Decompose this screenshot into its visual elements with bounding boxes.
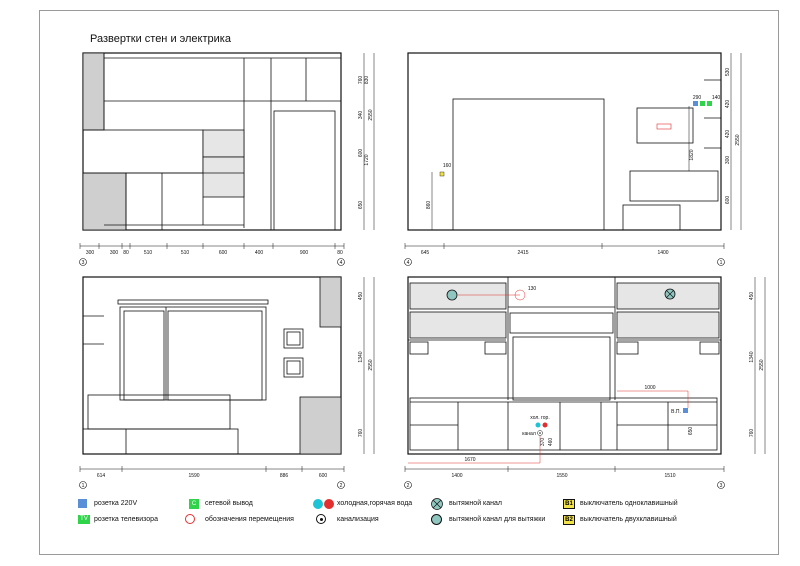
exhaust-hood-duct <box>447 290 457 300</box>
dim-label: 760 <box>749 428 755 438</box>
gray-panel <box>83 173 126 230</box>
axis-marker-label: 3 <box>81 260 85 266</box>
middle-cabinet <box>410 312 506 338</box>
axis-marker-label: 1 <box>719 260 723 266</box>
socket-220v <box>683 408 688 413</box>
dim-label: 340 <box>358 110 364 120</box>
relocation-icon <box>185 514 195 524</box>
dim-label: 140 <box>711 95 721 101</box>
dim-label: 600 <box>358 148 364 158</box>
dim-label: 420 <box>725 129 731 139</box>
legend-label: холодная,горячая вода <box>337 500 413 507</box>
dim-label: 614 <box>96 473 106 479</box>
dim-label: 886 <box>279 473 289 479</box>
sewage-label: канал <box>522 431 536 437</box>
window <box>120 307 266 400</box>
water-label: хол. гор. <box>530 415 550 421</box>
axis-marker-label: 3 <box>719 483 723 489</box>
dim-label: 1720 <box>364 154 370 166</box>
window-sash <box>124 311 164 400</box>
middle-cabinet <box>617 312 719 338</box>
dim-label: 760 <box>358 428 364 438</box>
niche <box>410 342 428 354</box>
dim-label: 290 <box>692 95 702 101</box>
dim-label: 600 <box>725 195 731 205</box>
axis-marker-label: 4 <box>406 260 410 266</box>
dim-label: 645 <box>420 250 430 256</box>
elevation-view-4 <box>405 277 766 489</box>
socket-220v-icon <box>78 499 87 508</box>
legend-label: выключатель одноклавишный <box>580 500 678 507</box>
hot-water-icon <box>324 499 334 509</box>
sewage-dot <box>320 518 323 521</box>
bed-headboard <box>453 99 604 230</box>
window-sash <box>168 311 262 400</box>
light-panel <box>203 157 244 197</box>
cold-water-icon <box>313 499 323 509</box>
gray-panel <box>300 397 341 454</box>
dim-label: 420 <box>725 99 731 109</box>
dim-label: 1340 <box>358 351 364 363</box>
dim-total: 2550 <box>368 359 374 371</box>
dim-label: 160 <box>442 163 452 169</box>
dim-label: 400 <box>254 250 264 256</box>
counter-block <box>83 130 203 173</box>
dim-label: 650 <box>688 426 694 436</box>
dim-total: 2550 <box>368 109 374 121</box>
dim-label: 2415 <box>517 250 529 256</box>
socket-tv <box>700 101 705 106</box>
sofa-base <box>623 205 680 230</box>
dim-label: 860 <box>426 200 432 210</box>
hood-duct-icon <box>431 514 442 525</box>
dim-label: 510 <box>180 250 190 256</box>
shelf <box>510 313 613 333</box>
dim-label: 450 <box>358 291 364 301</box>
switch-double-icon: B2 <box>563 515 575 525</box>
dim-total: 2550 <box>759 359 765 371</box>
sofa <box>630 171 718 201</box>
dim-label: 600 <box>318 473 328 479</box>
dim-label: 460 <box>548 437 554 447</box>
axis-marker-label: 2 <box>339 483 343 489</box>
exhaust-duct-icon <box>430 497 444 511</box>
switch-single-icon: B1 <box>563 499 575 509</box>
legend-label: вытяжной канал <box>449 500 502 507</box>
elevation-view-3 <box>80 277 375 489</box>
hot-water <box>543 423 548 428</box>
dim-label: 830 <box>364 75 370 85</box>
dim-label: 1000 <box>644 385 656 391</box>
curtain-rail <box>118 300 268 304</box>
legend-label: розетка телевизора <box>94 516 158 523</box>
socket-220v <box>693 101 698 106</box>
dim-label: 1510 <box>664 473 676 479</box>
dim-label: 1590 <box>188 473 200 479</box>
axis-marker-label: 1 <box>81 483 85 489</box>
dim-label: 130 <box>527 286 537 292</box>
niche <box>617 342 638 354</box>
dim-label: 650 <box>358 200 364 210</box>
socket-tv-icon: TV <box>78 515 90 524</box>
dim-label: 530 <box>725 67 731 77</box>
wall-outline <box>408 53 721 230</box>
niche <box>485 342 506 354</box>
legend-label: обозначения перемещения <box>205 516 294 523</box>
dim-label: 300 <box>85 250 95 256</box>
upper-cabinet <box>410 283 506 309</box>
page-title: Развертки стен и электрика <box>90 33 231 45</box>
legend-label: выключатель двухклавишный <box>580 516 677 523</box>
dim-label: 80 <box>123 250 129 256</box>
base-cabinets <box>410 398 717 450</box>
dim-label: 1340 <box>749 351 755 363</box>
dim-label: 80 <box>337 250 343 256</box>
dim-label: 900 <box>299 250 309 256</box>
legend-label: сетевой вывод <box>205 500 253 507</box>
dim-total: 2550 <box>735 134 741 146</box>
dim-label: 1820 <box>689 149 695 161</box>
dim-label: 450 <box>749 291 755 301</box>
axis-marker-label: 2 <box>406 483 410 489</box>
dim-label: 760 <box>358 75 364 85</box>
dim-label: 510 <box>143 250 153 256</box>
socket-label: В.П. <box>671 409 681 415</box>
legend-label: вытяжной канал для вытяжки <box>449 516 546 523</box>
bed-base <box>83 429 238 454</box>
dim-label: 1400 <box>451 473 463 479</box>
elevation-view-1 <box>80 53 375 266</box>
dim-label: 370 <box>540 437 546 447</box>
door-panel <box>274 111 335 230</box>
dim-label: 300 <box>109 250 119 256</box>
wall-panel <box>637 108 693 143</box>
network-outlet-icon: C <box>189 499 199 509</box>
axis-marker-label: 4 <box>339 260 343 266</box>
tv-bracket <box>657 124 671 129</box>
dim-label: 600 <box>218 250 228 256</box>
dim-label: 1400 <box>657 250 669 256</box>
fridge-niche <box>513 337 610 400</box>
cold-water <box>536 423 541 428</box>
socket-tv <box>707 101 712 106</box>
legend-label: канализация <box>337 516 379 523</box>
gray-panel <box>83 53 104 130</box>
dim-label: 300 <box>725 155 731 165</box>
legend-label: розетка 220V <box>94 500 138 507</box>
switch-icon <box>440 172 444 176</box>
gray-panel <box>320 277 341 327</box>
light-panel <box>203 130 244 157</box>
dim-label: 1550 <box>556 473 568 479</box>
dim-label: 1670 <box>464 457 476 463</box>
niche <box>700 342 719 354</box>
